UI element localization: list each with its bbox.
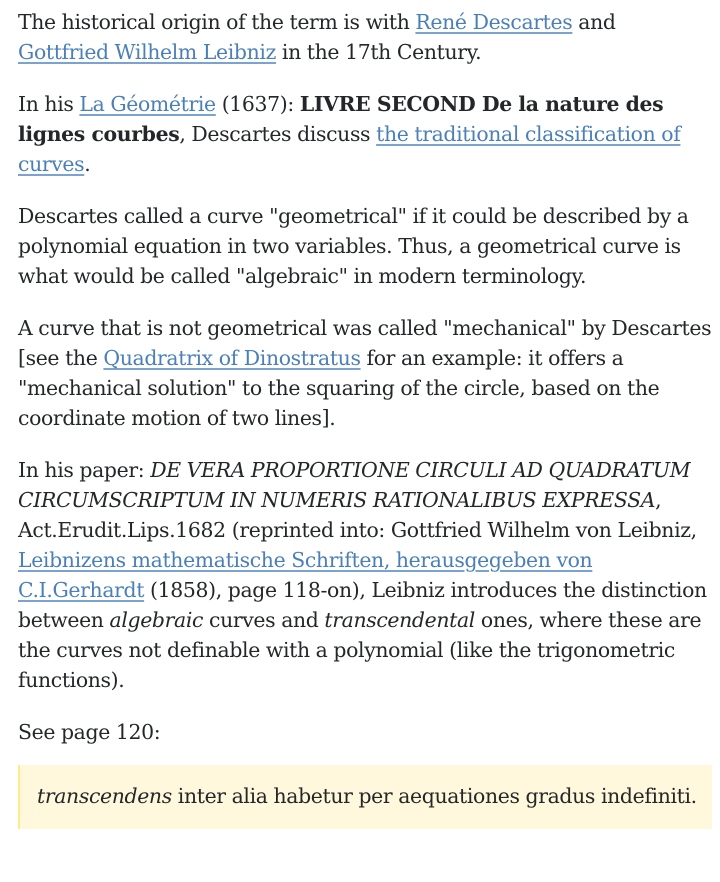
text-span: In his — [18, 92, 80, 116]
text-span: (1858), page 118-on), Leibniz introduces the distinction between — [18, 578, 707, 632]
text-span: inter alia habetur per aequationes gradus indefiniti. — [171, 784, 697, 808]
text-span: ones, where these are the curves not definable with a polynomial (like the trigonometric functions). — [18, 608, 702, 692]
text-span: In his paper: — [18, 458, 151, 482]
text-span: , Descartes discuss — [179, 122, 377, 146]
text-span: The historical origin of the term is with — [18, 10, 416, 34]
link-classification-of-curves[interactable]: the traditional classification of curves — [18, 122, 681, 176]
paragraph-leibniz-paper — [18, 455, 712, 695]
paragraph-origin — [18, 7, 712, 67]
italic-algebraic: algebraic — [109, 608, 204, 632]
paragraph-la-geometrie — [18, 89, 712, 179]
italic-paper-title: DE VERA PROPORTIONE CIRCULI AD QUADRATUM CIRCUMSCRIPTUM IN NUMERIS RATIONALIBUS EXPRESSA — [18, 458, 691, 512]
link-rene-descartes[interactable]: René Descartes — [415, 10, 573, 34]
italic-transcendens: transcendens — [37, 784, 172, 808]
text-span: and — [572, 10, 616, 34]
paragraph-mechanical-curve — [18, 313, 712, 433]
italic-transcendental: transcendental — [324, 608, 475, 632]
text-span: A curve that is not geometrical was called "mechanical" by Descartes [see the — [18, 316, 712, 370]
paragraph-geometrical-curve: Descartes called a curve "geometrical" if it could be described by a polynomial equation in two variables. Thus, a geometrical curve is what would be called "algebraic" in modern terminology. — [18, 204, 689, 288]
text-span: in the 17th Century. — [275, 40, 482, 64]
bold-livre-second: LIVRE SECOND De la nature des lignes courbes — [18, 92, 664, 146]
quote-block — [18, 765, 712, 829]
text-span: for an example: it offers a "mechanical solution" to the squaring of the circle, based on the coordinate motion of two lines]. — [18, 346, 660, 430]
text-span: . — [84, 152, 91, 176]
link-leibnizens-schriften[interactable]: Leibnizens mathematische Schriften, herausgegeben von C.I.Gerhardt — [18, 548, 593, 602]
link-gottfried-leibniz[interactable]: Gottfried Wilhelm Leibniz — [18, 40, 276, 64]
paragraph-see-page: See page 120: — [18, 720, 161, 744]
link-la-geometrie[interactable]: La Géométrie — [79, 92, 216, 116]
text-span: , Act.Erudit.Lips.1682 (reprinted into: Gottfried Wilhelm von Leibniz, — [18, 488, 697, 542]
text-span: curves and — [203, 608, 325, 632]
link-quadratrix-of-dinostratus[interactable]: Quadratrix of Dinostratus — [103, 346, 361, 370]
text-span: (1637): — [215, 92, 300, 116]
